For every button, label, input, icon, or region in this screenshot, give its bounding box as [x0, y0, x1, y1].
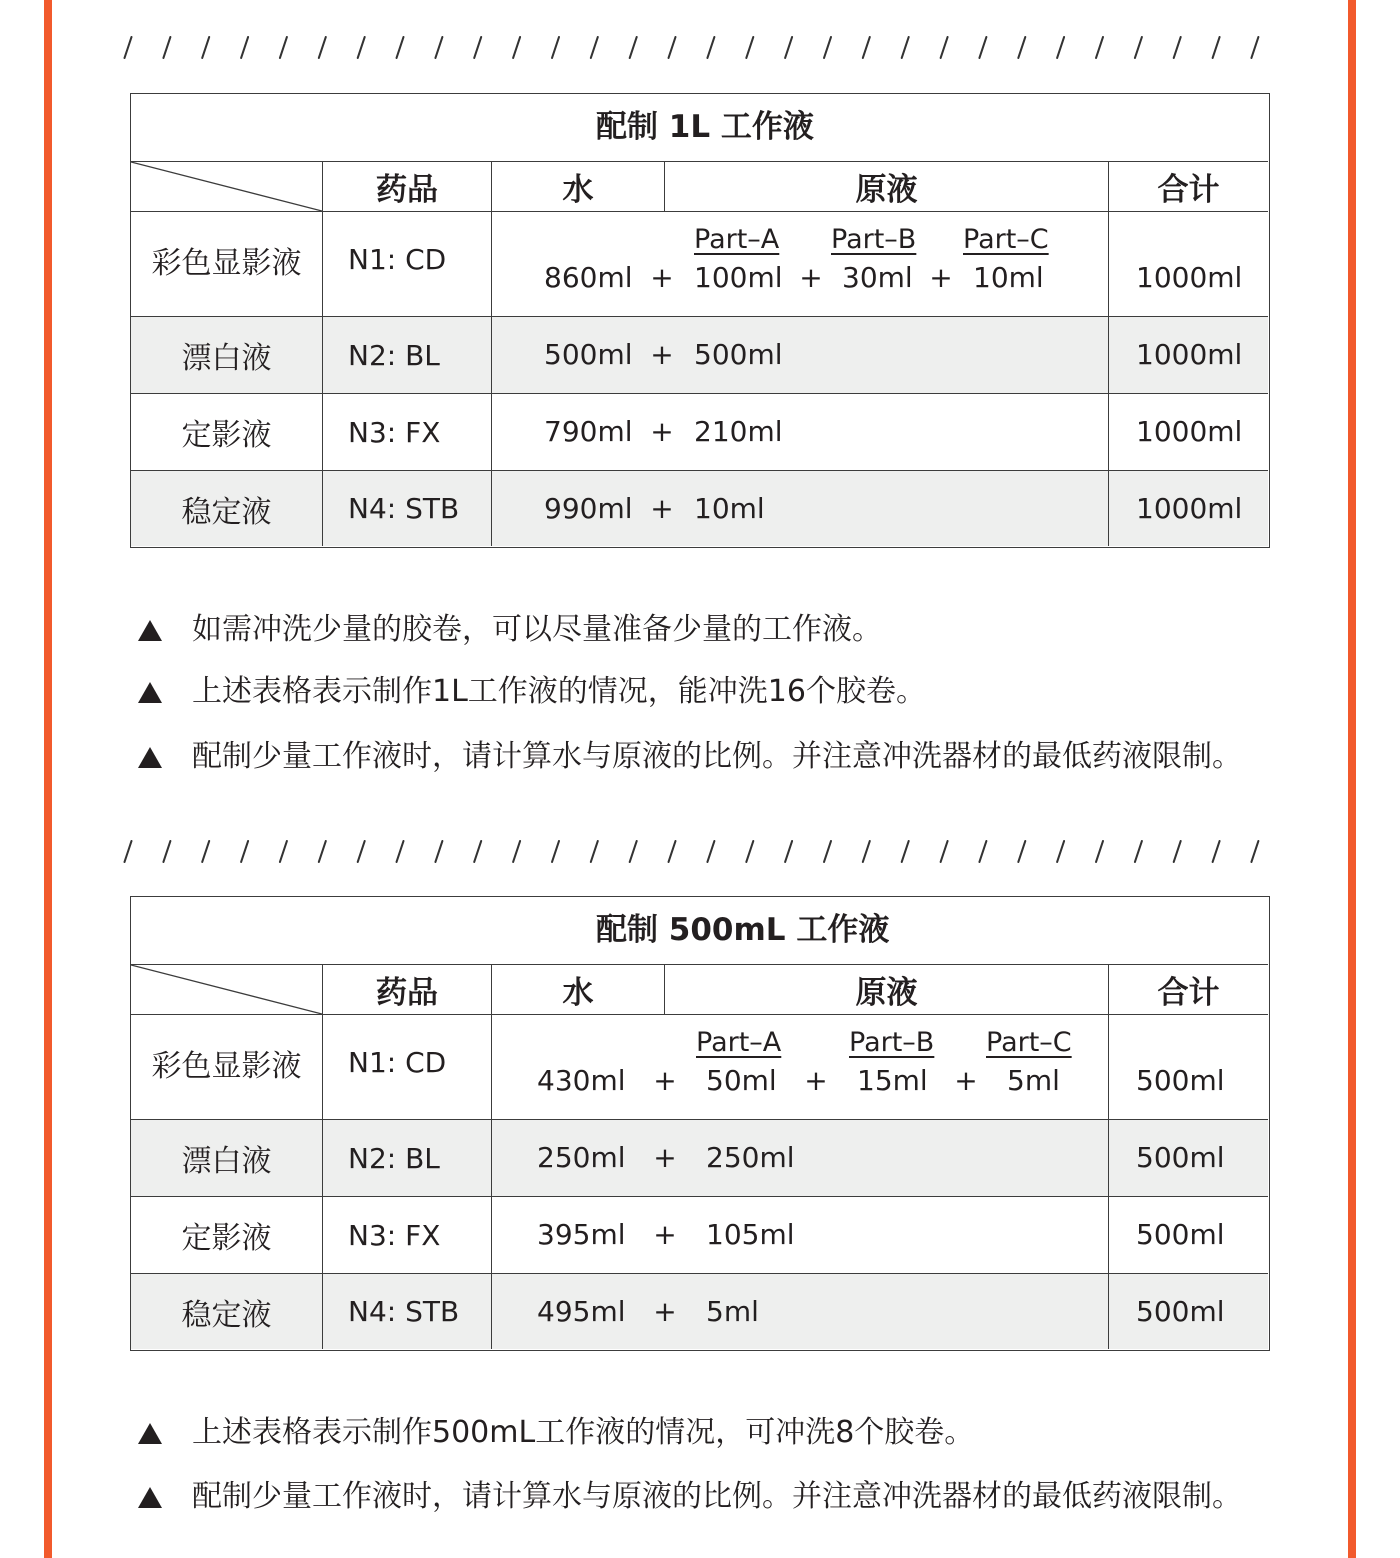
part-a-label: Part–A: [696, 1027, 782, 1058]
diagonal-line: [131, 162, 322, 211]
divider-slash: [397, 841, 404, 862]
header-drug: 药品: [322, 965, 491, 1014]
divider-slash: [669, 37, 676, 58]
total-amount: 1000ml: [1108, 471, 1268, 546]
water-amount: 250ml: [537, 1141, 626, 1174]
total-amount: 500ml: [1108, 1120, 1268, 1196]
note-item: [138, 610, 882, 650]
note-item: [138, 1477, 1242, 1517]
chemical-code: N1: CD: [322, 1015, 491, 1119]
water-amount: 990ml: [544, 491, 633, 525]
divider-slash: [979, 37, 986, 58]
chemical-code: N2: BL: [322, 317, 491, 393]
slash-divider: [0, 36, 1400, 60]
accent-bar-right: [1348, 0, 1356, 1558]
stock-amount-b: 30ml: [842, 261, 913, 294]
chemical-name: 定影液: [181, 1221, 272, 1256]
divider-slash: [591, 841, 598, 862]
divider-slash: [397, 37, 404, 58]
header-drug: 药品: [322, 162, 491, 211]
table-title-row: [131, 897, 1268, 964]
divider-slash: [707, 37, 714, 58]
chemical-code: N3: FX: [322, 394, 491, 470]
total-amount: 1000ml: [1108, 317, 1268, 393]
divider-slash: [1251, 37, 1258, 58]
divider-slash: [552, 37, 559, 58]
water-amount: 495ml: [537, 1294, 626, 1328]
triangle-bullet-icon: [138, 682, 162, 703]
triangle-bullet-icon: [138, 620, 162, 641]
mix-amounts-cell: [491, 317, 1108, 393]
divider-slash: [746, 37, 753, 58]
header-water: 水: [491, 965, 664, 1014]
recipe-table-1l: [130, 93, 1270, 548]
divider-slash: [1174, 841, 1181, 862]
chemical-name: 稳定液: [181, 1297, 272, 1333]
mix-amounts-cell: [491, 212, 1108, 316]
header-water: 水: [491, 162, 664, 211]
chemical-code: N2: BL: [322, 1120, 491, 1196]
divider-slash: [202, 37, 209, 58]
plus-sign: +: [799, 261, 823, 294]
chemical-name: 彩色显影液: [151, 1048, 302, 1084]
divider-slash: [280, 841, 287, 862]
divider-slash: [435, 841, 442, 862]
divider-slash: [241, 37, 248, 58]
divider-slash: [979, 841, 986, 862]
table-header-row: [131, 964, 1268, 1014]
header-stock-solution: 原液: [664, 162, 1108, 211]
divider-slash: [280, 37, 287, 58]
divider-slash: [163, 841, 170, 862]
divider-slash: [591, 37, 598, 58]
plus-sign: +: [650, 338, 674, 371]
divider-slash: [630, 37, 637, 58]
stock-amount: 500ml: [694, 338, 783, 371]
total-amount: 500ml: [1108, 1197, 1268, 1273]
divider-slash: [863, 37, 870, 58]
divider-slash: [474, 37, 481, 58]
divider-slash: [125, 37, 132, 58]
plus-sign: +: [650, 491, 674, 525]
mix-amounts-cell: [491, 394, 1108, 470]
slash-divider: [0, 840, 1400, 864]
table-row: [131, 1014, 1268, 1119]
triangle-bullet-icon: [138, 747, 162, 768]
mix-amounts-cell: [491, 471, 1108, 546]
chemical-code: N4: STB: [322, 1274, 491, 1349]
divider-slash: [1096, 841, 1103, 862]
chemical-name: 漂白液: [181, 341, 272, 376]
accent-bar-left: [44, 0, 52, 1558]
water-amount: 430ml: [537, 1064, 626, 1097]
chemical-code: N3: FX: [322, 1197, 491, 1273]
divider-slash: [941, 37, 948, 58]
triangle-bullet-icon: [138, 1423, 162, 1444]
divider-slash: [1135, 37, 1142, 58]
part-c-label: Part–C: [986, 1027, 1072, 1058]
divider-slash: [241, 841, 248, 862]
divider-slash: [785, 37, 792, 58]
stock-amount: 250ml: [706, 1141, 795, 1174]
divider-slash: [513, 37, 520, 58]
divider-slash: [902, 37, 909, 58]
part-b-label: Part–B: [831, 224, 917, 255]
chemical-name: 定影液: [181, 418, 272, 453]
stock-amount: 210ml: [694, 415, 783, 448]
divider-slash: [669, 841, 676, 862]
plus-sign: +: [804, 1064, 828, 1097]
divider-slash: [1174, 37, 1181, 58]
total-amount: 500ml: [1108, 1274, 1268, 1349]
stock-amount-a: 50ml: [706, 1064, 777, 1097]
table-row: [131, 393, 1268, 470]
divider-slash: [1251, 841, 1258, 862]
divider-slash: [1096, 37, 1103, 58]
stock-amount: 5ml: [706, 1294, 759, 1328]
divider-slash: [1057, 841, 1064, 862]
note-text: 配制少量工作液时，请计算水与原液的比例。并注意冲洗器材的最低药液限制。: [192, 739, 1242, 774]
water-amount: 860ml: [544, 261, 633, 294]
chemical-name: 彩色显影液: [151, 245, 302, 281]
stock-amount: 10ml: [694, 491, 765, 525]
chemical-name: 稳定液: [181, 494, 272, 530]
divider-slash: [319, 37, 326, 58]
divider-slash: [902, 841, 909, 862]
plus-sign: +: [929, 261, 953, 294]
divider-slash: [474, 841, 481, 862]
header-stock-solution: 原液: [664, 965, 1108, 1014]
water-amount: 790ml: [544, 415, 633, 448]
stock-amount-c: 5ml: [1007, 1064, 1060, 1097]
triangle-bullet-icon: [138, 1487, 162, 1508]
mix-amounts-cell: [491, 1015, 1108, 1119]
note-text: 如需冲洗少量的胶卷，可以尽量准备少量的工作液。: [192, 612, 882, 647]
note-item: [138, 1413, 974, 1453]
divider-slash: [630, 841, 637, 862]
divider-slash: [941, 841, 948, 862]
table-title: 配制 500mL 工作液: [596, 912, 890, 948]
chemical-code: N1: CD: [322, 212, 491, 316]
chemical-code: N4: STB: [322, 471, 491, 546]
stock-amount-a: 100ml: [694, 261, 783, 294]
divider-slash: [1135, 841, 1142, 862]
header-total: 合计: [1108, 162, 1268, 211]
total-amount: 1000ml: [1108, 394, 1268, 470]
plus-sign: +: [653, 1141, 677, 1174]
table-header-row: [131, 161, 1268, 211]
divider-slash: [1057, 37, 1064, 58]
chemical-name: 漂白液: [181, 1144, 272, 1179]
divider-slash: [1018, 841, 1025, 862]
diagonal-header-cell: [131, 965, 322, 1014]
divider-slash: [319, 841, 326, 862]
divider-slash: [746, 841, 753, 862]
mix-amounts-cell: [491, 1274, 1108, 1349]
diagonal-stroke: [131, 162, 322, 211]
stock-amount-b: 15ml: [857, 1064, 928, 1097]
total-amount: 500ml: [1108, 1015, 1268, 1119]
plus-sign: +: [650, 261, 674, 294]
divider-slash: [707, 841, 714, 862]
divider-slash: [125, 841, 132, 862]
diagonal-header-cell: [131, 162, 322, 211]
note-item: [138, 737, 1242, 777]
table-row: [131, 316, 1268, 393]
mix-amounts-cell: [491, 1197, 1108, 1273]
recipe-table-500ml: [130, 896, 1270, 1351]
table-row: [131, 1119, 1268, 1196]
diagonal-line: [131, 965, 322, 1014]
divider-slash: [824, 37, 831, 58]
divider-slash: [785, 841, 792, 862]
table-row: [131, 470, 1268, 546]
divider-slash: [552, 841, 559, 862]
total-amount: 1000ml: [1108, 212, 1268, 316]
divider-slash: [163, 37, 170, 58]
table-row: [131, 1273, 1268, 1349]
stock-amount: 105ml: [706, 1218, 795, 1251]
water-amount: 500ml: [544, 338, 633, 371]
part-c-label: Part–C: [963, 224, 1049, 255]
diagonal-stroke: [131, 965, 322, 1014]
table-title-row: [131, 94, 1268, 161]
divider-slash: [202, 841, 209, 862]
divider-slash: [513, 841, 520, 862]
note-text: 上述表格表示制作1L工作液的情况，能冲洗16个胶卷。: [192, 674, 926, 709]
water-amount: 395ml: [537, 1218, 626, 1251]
divider-slash: [435, 37, 442, 58]
table-title: 配制 1L 工作液: [596, 109, 814, 145]
divider-slash: [1213, 841, 1220, 862]
stock-amount-c: 10ml: [973, 261, 1044, 294]
mix-amounts-cell: [491, 1120, 1108, 1196]
part-a-label: Part–A: [694, 224, 780, 255]
plus-sign: +: [653, 1064, 677, 1097]
divider-slash: [1213, 37, 1220, 58]
note-item: [138, 672, 926, 712]
plus-sign: +: [653, 1294, 677, 1328]
header-total: 合计: [1108, 965, 1268, 1014]
table-row: [131, 211, 1268, 316]
divider-slash: [1018, 37, 1025, 58]
divider-slash: [358, 841, 365, 862]
note-text: 配制少量工作液时，请计算水与原液的比例。并注意冲洗器材的最低药液限制。: [192, 1479, 1242, 1514]
divider-slash: [824, 841, 831, 862]
note-text: 上述表格表示制作500mL工作液的情况，可冲洗8个胶卷。: [192, 1415, 975, 1450]
plus-sign: +: [954, 1064, 978, 1097]
part-b-label: Part–B: [849, 1027, 935, 1058]
divider-slash: [358, 37, 365, 58]
divider-slash: [863, 841, 870, 862]
table-row: [131, 1196, 1268, 1273]
plus-sign: +: [653, 1218, 677, 1251]
plus-sign: +: [650, 415, 674, 448]
